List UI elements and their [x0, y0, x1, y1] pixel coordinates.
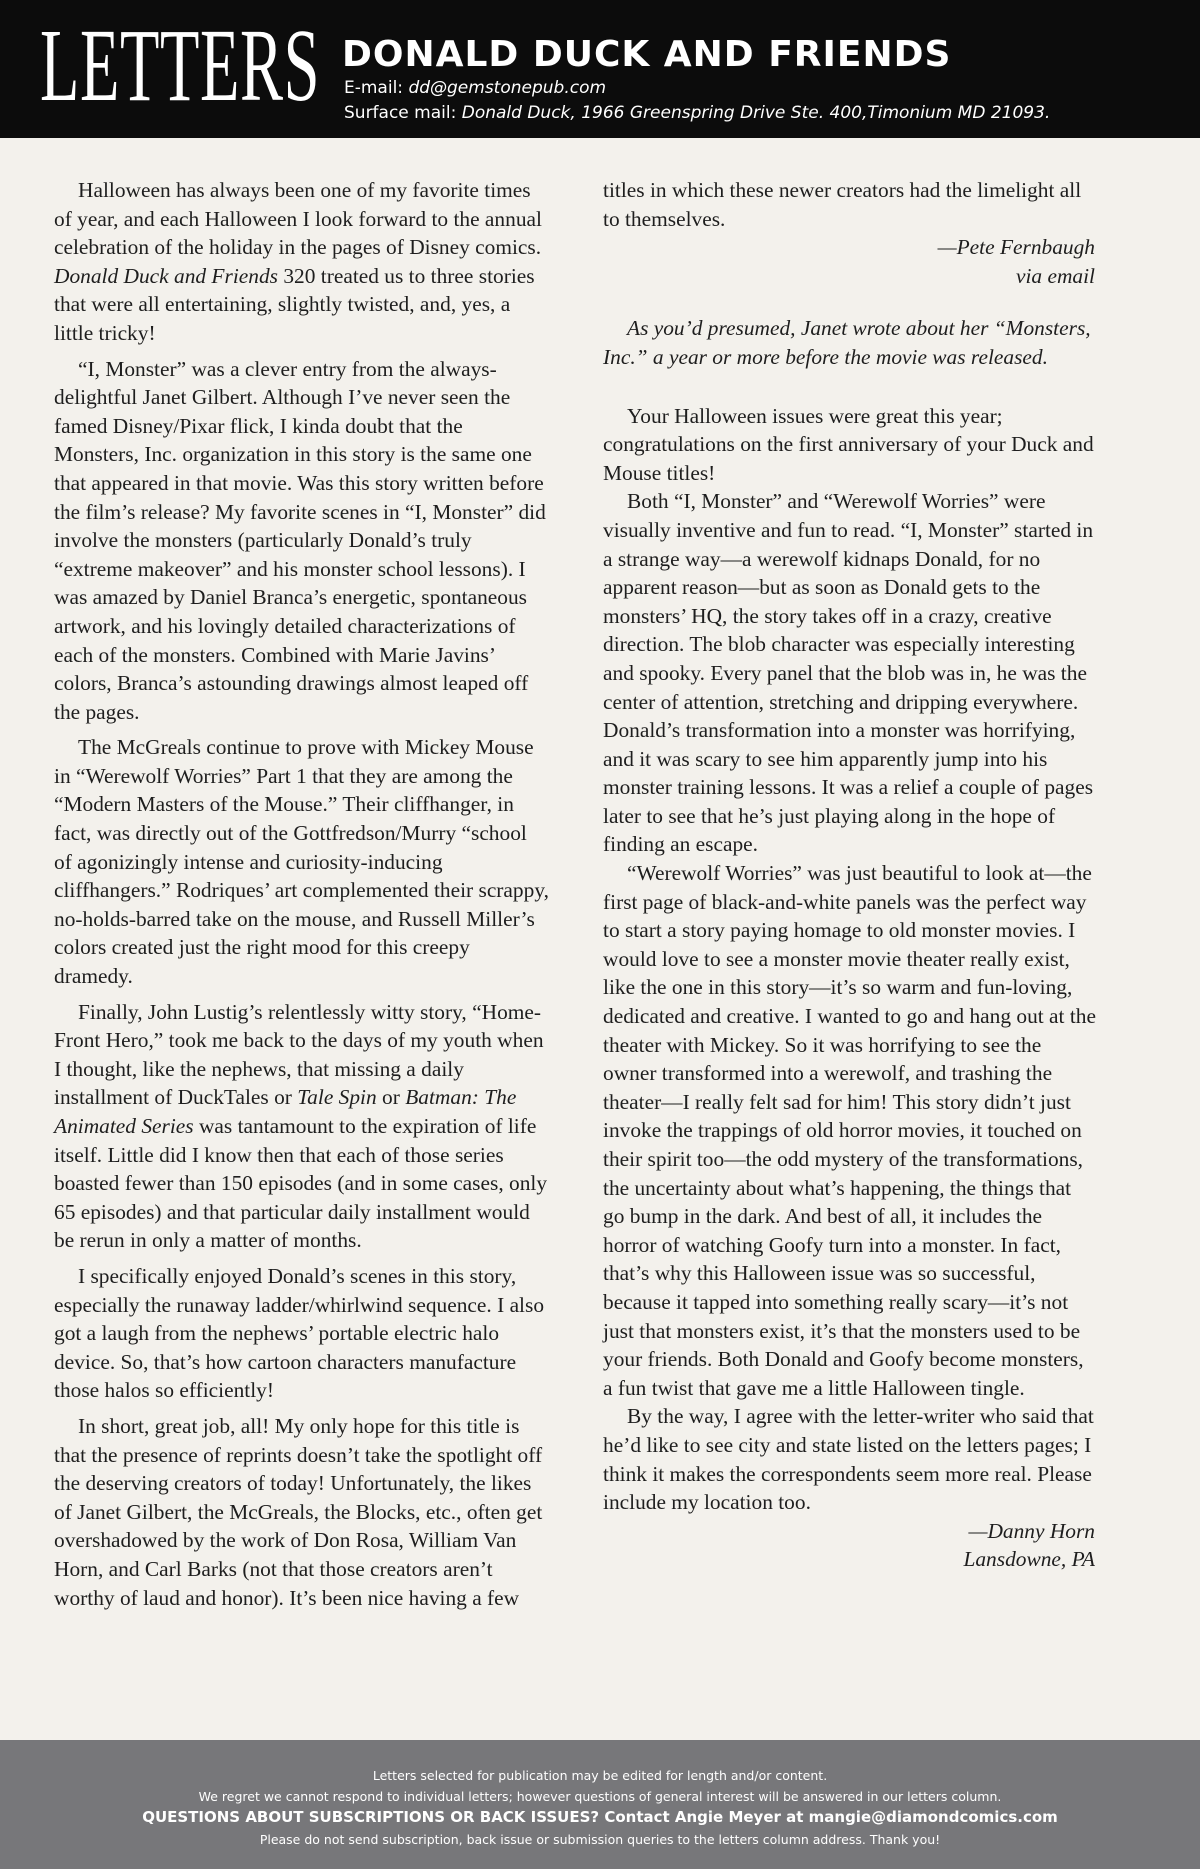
comic-title: DONALD DUCK AND FRIENDS: [342, 34, 952, 75]
letter2-paragraph: Both “I, Monster” and “Werewolf Worries” were visually inventive and fun to read. “I, Monster” started in a strange way—a werewolf kidnaps Donald, for no apparent reason—but as soon as Donald gets to the monsters’ HQ, the story takes off in a crazy, creative direction. The blob character was especially interesting and spooky. Every panel that the blob was in, he was the center of attention, stretching and dripping everywhere. Donald’s transformation into a monster was horrifying, and it was scary to see him apparently jump into his monster training lessons. It was a relief a couple of pages later to see that he’s just playing along in the hope of finding an escape.: [603, 489, 1094, 857]
letter1-paragraph: I specifically enjoyed Donald’s scenes in this story, especially the runaway ladder/whirlwind sequence. I also got a laugh from the nephews’ portable electric halo device. So, that’s how cartoon characters manufacture those halos so efficiently!: [54, 1263, 545, 1403]
editor-reply: As you’d presumed, Janet wrote about her “Monsters, Inc.” a year or more before the movie was released.: [603, 316, 1091, 369]
letter1-paragraph: Finally, John Lustig’s relentlessly witty story, “Home-Front Hero,” took me back to the days of my youth when I thought, like the nephews, that missing a daily installment of DuckTales or Tale Spin or Batman: The Animated Series was tantamount to the expiration of life itself. Little did I know then that each of those series boasted fewer than 150 episodes (and in some cases, only 65 episodes) and that particular daily installment would be rerun in only a matter of months.: [54, 999, 548, 1253]
footer-line: Please do not send subscription, back issue or submission queries to the letters column address. Thank you!: [259, 1832, 941, 1847]
signature-location: via email: [1015, 263, 1095, 288]
footer-line: We regret we cannot respond to individual letters; however questions of general interest will be answered in our letters column.: [198, 1789, 1002, 1804]
letter1-paragraph: The McGreals continue to prove with Mickey Mouse in “Werewolf Worries” Part 1 that they are among the “Modern Masters of the Mouse.” Their cliffhanger, in fact, was directly out of the Gottfredson/Murry “school of agonizingly intense and curiosity-inducing cliffhangers.” Rodriques’ art complemented their scrappy, no-holds-barred take on the mouse, and Russell Miller’s colors created just the right mood for this creepy dramedy.: [54, 735, 549, 989]
footer-contact: QUESTIONS ABOUT SUBSCRIPTIONS OR BACK ISSUES? Contact Angie Meyer at mangie@diamondcomics.com: [142, 1808, 1058, 1826]
signature-location: Lansdowne, PA: [963, 1547, 1095, 1572]
left-column: [54, 176, 549, 1612]
letter1-paragraph: “I, Monster” was a clever entry from the always-delightful Janet Gilbert. Although I’ve never seen the famed Disney/Pixar flick, I kinda doubt that the Monsters, Inc. organization in this story is the same one that appeared in that movie. Was this story written before the film’s release? My favorite scenes in “I, Monster” did involve the monsters (particularly Donald’s truly “extreme makeover” and his monster school lessons). I was amazed by Daniel Branca’s energetic, spontaneous artwork, and his lovingly detailed characterizations of each of the monsters. Combined with Marie Javins’ colors, Branca’s astounding drawings almost leaped off the pages.: [54, 356, 546, 724]
letter2-paragraph: “Werewolf Worries” was just beautiful to look at—the first page of black-and-white panels was the perfect way to start a story paying homage to old monster movies. I would love to see a monster movie theater really exist, like the one in this story—it’s so warm and fun-loving, dedicated and creative. I wanted to go and hang out at the theater with Mickey. So it was horrifying to see the owner transformed into a werewolf, and trashing the theater—I really felt sad for him! This story didn’t just invoke the trappings of old horror movies, it touched on their spirit too—the odd mystery of the transformations, the uncertainty about what’s happening, the things that go bump in the dark. And best of all, it includes the horror of watching Goofy turn into a monster. In fact, that’s why this Halloween issue was so successful, because it tapped into something really scary—it’s not just that monsters exist, it’s that the monsters used to be your friends. Both Donald and Goofy become monsters, a fun twist that gave me a little Halloween tingle.: [603, 861, 1096, 1400]
footer-notice: [0, 1740, 1200, 1869]
signature-name: —Pete Fernbaugh: [937, 235, 1095, 260]
comic-title-ref: Donald Duck and Friends: [54, 263, 278, 288]
signature-name: —Danny Horn: [968, 1518, 1095, 1543]
mail-line: [344, 103, 1050, 123]
letter1-continuation: titles in which these newer creators had the limelight all to themselves.: [603, 178, 1082, 231]
mail-label: Surface mail:: [344, 103, 457, 123]
letter2-paragraph: By the way, I agree with the letter-writer who said that he’d like to see city and state listed on the letters pages; I think it makes the correspondents seem more real. Please include my location too.: [603, 1404, 1094, 1515]
section-title: LETTERS: [40, 8, 321, 123]
footer-line: Letters selected for publication may be edited for length and/or content.: [372, 1768, 828, 1783]
email-line: [344, 78, 606, 98]
email-address[interactable]: dd@gemstonepub.com: [408, 78, 607, 98]
letter1-paragraph: In short, great job, all! My only hope for this title is that the presence of reprints doesn’t take the spotlight off the deserving creators of today! Unfortunately, the likes of Janet Gilbert, the McGreals, the Blocks, etc., often get overshadowed by the work of Don Rosa, William Van Horn, and Carl Barks (not that those creators aren’t worthy of laud and honor). It’s been nice having a few: [54, 1413, 543, 1610]
right-column: [603, 176, 1097, 1574]
letter2-paragraph: Your Halloween issues were great this year; congratulations on the first anniversary of your Duck and Mouse titles!: [603, 403, 1094, 485]
letter1-paragraph: Halloween has always been one of my favorite times of year, and each Halloween I look forward to the annual celebration of the holiday in the pages of Disney comics. Donald Duck and Friends 320 treated us to three stories that were all entertaining, slightly twisted, and, yes, a little tricky!: [54, 178, 542, 345]
email-label: E-mail:: [344, 78, 404, 98]
mail-address: Donald Duck, 1966 Greenspring Drive Ste. 400,Timonium MD 21093.: [461, 103, 1051, 123]
masthead: [0, 0, 1200, 138]
